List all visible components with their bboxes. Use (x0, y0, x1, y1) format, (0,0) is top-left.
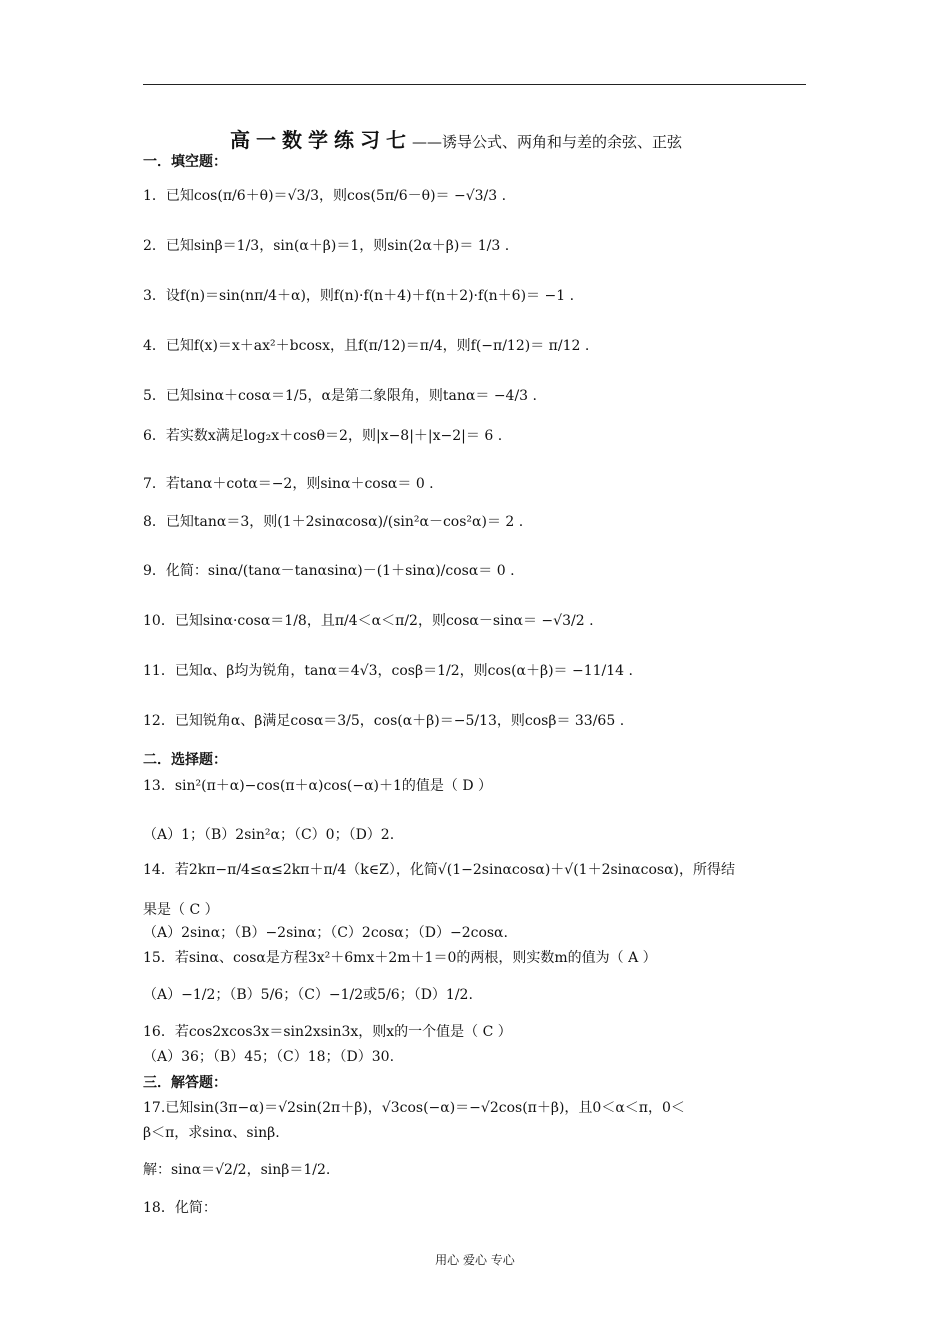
question-9: 9．化简：sinα/(tanα－tanαsinα)－(1＋sinα)/cosα＝ 0 . (143, 563, 515, 579)
question-2: 2．已知sinβ＝1/3，sin(α＋β)＝1，则sin(2α＋β)＝ 1/3 . (143, 238, 510, 254)
question-3: 3．设f(n)＝sin(nπ/4＋α)，则f(n)·f(n＋4)＋f(n＋2)·f(n＋6)＝ −1 . (143, 288, 575, 304)
options-16: （A）36；（B）45；（C）18；（D）30. (143, 1049, 395, 1065)
section-choice: 二．选择题： (143, 752, 227, 768)
question-8: 8．已知tanα＝3，则(1＋2sinαcosα)/(sin²α－cos²α)＝ 2 . (143, 514, 524, 530)
title-main: 高一数学练习七 (230, 128, 412, 152)
options-13: （A）1；（B）2sin²α；（C）0；（D）2. (143, 827, 395, 843)
options-14: （A）2sinα；（B）−2sinα；（C）2cosα；（D）−2cosα. (143, 925, 508, 941)
section-fill-in: 一．填空题： (143, 154, 227, 170)
question-17-cont: β＜π，求sinα、sinβ. (143, 1125, 280, 1141)
question-6: 6．若实数x满足log₂x＋cosθ＝2，则|x−8|＋|x−2|＝ 6 . (143, 428, 503, 444)
question-4: 4．已知f(x)＝x＋ax²＋bcosx，且f(π/12)＝π/4，则f(−π/12)＝ π/12 . (143, 338, 590, 354)
question-17: 17.已知sin(3π−α)＝√2sin(2π＋β)，√3cos(−α)＝−√2cos(π＋β)，且0＜α＜π，0＜ (143, 1100, 685, 1116)
header-rule (143, 84, 806, 85)
page-title (230, 124, 682, 153)
question-14-cont: 果是（ C ） (143, 902, 219, 918)
question-12: 12．已知锐角α、β满足cosα＝3/5，cos(α＋β)＝−5/13，则cosβ＝ 33/65 . (143, 713, 625, 729)
question-14: 14．若2kπ−π/4≤α≤2kπ＋π/4（k∈Z），化简√(1−2sinαcosα)＋√(1＋2sinαcosα)，所得结 (143, 862, 735, 878)
question-11: 11．已知α、β均为锐角，tanα＝4√3，cosβ＝1/2，则cos(α＋β)＝ −11/14 . (143, 663, 633, 679)
question-1: 1．已知cos(π/6＋θ)＝√3/3，则cos(5π/6－θ)＝ −√3/3 . (143, 188, 507, 204)
section-solve: 三．解答题： (143, 1075, 227, 1091)
question-13: 13．sin²(π＋α)−cos(π＋α)cos(−α)＋1的值是（ D ） (143, 778, 493, 794)
solution-17: 解：sinα＝√2/2，sinβ＝1/2. (143, 1162, 331, 1178)
options-15: （A）−1/2；（B）5/6；（C）−1/2或5/6；（D）1/2. (143, 987, 473, 1003)
question-15: 15．若sinα、cosα是方程3x²＋6mx＋2m＋1＝0的两根，则实数m的值为（ A ） (143, 950, 657, 966)
question-5: 5．已知sinα＋cosα＝1/5，α是第二象限角，则tanα＝ −4/3 . (143, 388, 537, 404)
question-16: 16．若cos2xcos3x＝sin2xsin3x，则x的一个值是（ C ） (143, 1024, 512, 1040)
question-18: 18．化简： (143, 1200, 217, 1216)
page-footer: 用心 爱心 专心 (435, 1253, 515, 1267)
title-sub: ——诱导公式、两角和与差的余弦、正弦 (412, 133, 683, 151)
question-10: 10．已知sinα·cosα＝1/8，且π/4＜α＜π/2，则cosα－sinα＝ −√3/2 . (143, 613, 594, 629)
question-7: 7．若tanα＋cotα＝−2，则sinα＋cosα＝ 0 . (143, 476, 434, 492)
